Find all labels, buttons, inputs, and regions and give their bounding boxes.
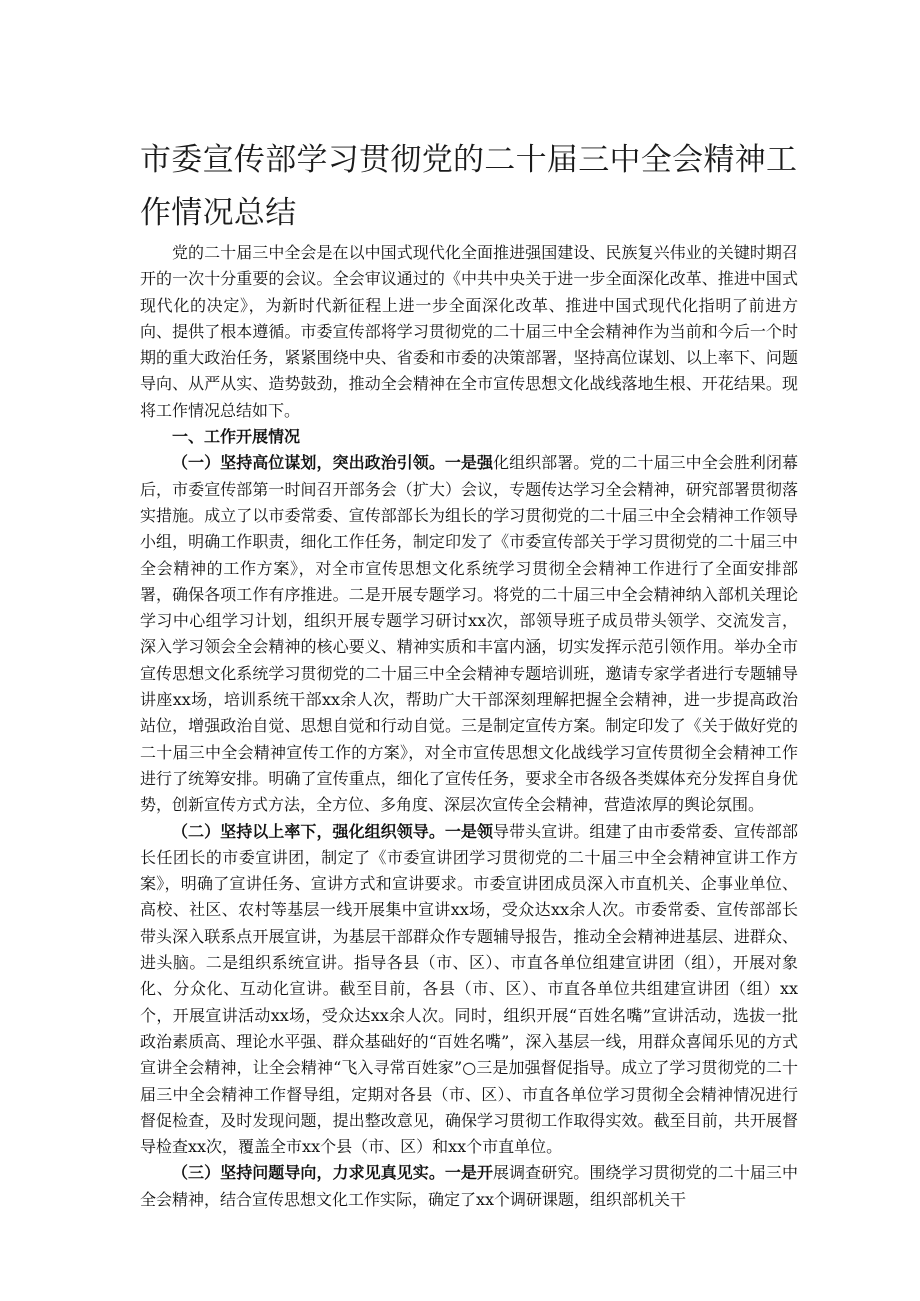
subsection-2-text: 导带头宣讲。组建了由市委常委、宣传部部长任团长的市委宣讲团，制定了《市委宣讲团学习贯彻党的二十届三中全会精神宣讲工作方案》，明确了宣讲任务、宣讲方式和宣讲要求。市委宣讲团成员深入市直机关、企事业单位、高校、社区、农村等基层一线开展集中宣讲xx场，受众达xx余人次。市委常委、宣传部部长带头深入联系点开展宣讲，为基层干部群众作专题辅导报告，推动全会精神进基层、进群众、进头脑。二是组织系统宣讲。指导各县（市、区）、市直各单位组建宣讲团（组），开展对象化、分众化、互动化宣讲。截至目前，各县（市、区）、市直各单位共组建宣讲团（组）xx个，开展宣讲活动xx场，受众达xx余人次。同时，组织开展“百姓名嘴”宣讲活动，选拔一批政治素质高、理论水平强、群众基础好的“百姓名嘴”，深入基层一线，用群众喜闻乐见的方式宣讲全会精神，让全会精神“飞入寻常百姓家”○三是加强督促指导。成立了学习贯彻党的二十届三中全会精神工作督导组，定期对各县（市、区）、市直各单位学习贯彻全会精神情况进行督促检查，及时发现问题，提出整改意见，确保学习贯彻工作取得实效。截至目前，共开展督导检查xx次，覆盖全市xx个县（市、区）和xx个市直单位。 <box>140 821 798 1157</box>
document-title: 市委宣传部学习贯彻党的二十届三中全会精神工作情况总结 <box>140 142 798 231</box>
section-heading-work-progress: 一、工作开展情况 <box>172 427 301 447</box>
subsection-1-lead: （一）坚持高位谋划，突出政治引领。一是强 <box>172 453 494 473</box>
subsection-2-paragraph <box>140 819 798 1161</box>
subsection-1-text: 化组织部署。党的二十届三中全会胜利闭幕后，市委宣传部第一时间召开部务会（扩大）会议，专题传达学习全会精神，研究部署贯彻落实措施。成立了以市委常委、宣传部部长为组长的学习贯彻党的二十届三中全会精神工作领导小组，明确工作职责，细化工作任务，制定印发了《市委宣传部关于学习贯彻党的二十届三中全会精神的工作方案》，对全市宣传思想文化系统学习贯彻全会精神工作进行了全面安排部署，确保各项工作有序推进。二是开展专题学习。将党的二十届三中全会精神纳入部机关理论学习中心组学习计划，组织开展专题学习研讨xx次，部领导班子成员带头领学、交流发言，深入学习领会全会精神的核心要义、精神实质和丰富内涵，切实发挥示范引领作用。举办全市宣传思想文化系统学习贯彻党的二十届三中全会精神专题培训班，邀请专家学者进行专题辅导讲座xx场，培训系统干部xx余人次，帮助广大干部深刻理解把握全会精神，进一步提高政治站位，增强政治自觉、思想自觉和行动自觉。三是制定宣传方案。制定印发了《关于做好党的二十届三中全会精神宣传工作的方案》，对全市宣传思想文化战线学习宣传贯彻全会精神工作进行了统筹安排。明确了宣传重点，细化了宣传任务，要求全市各级各类媒体充分发挥自身优势，创新宣传方式方法，全方位、多角度、深层次宣传全会精神，营造浓厚的舆论氛围。 <box>140 453 798 815</box>
subsection-3-text: 展调查研究。围绕学习贯彻党的二十届三中全会精神，结合宣传思想文化工作实际，确定了xx个调研课题，组织部机关干 <box>140 1163 798 1209</box>
subsection-3-paragraph <box>140 1160 798 1213</box>
document-body <box>140 240 798 1213</box>
subsection-2-lead: （二）坚持以上率下，强化组织领导。一是领 <box>172 821 494 841</box>
subsection-1-paragraph <box>140 450 798 818</box>
intro-paragraph: 党的二十届三中全会是在以中国式现代化全面推进强国建设、民族复兴伟业的关键时期召开的一次十分重要的会议。全会审议通过的《中共中央关于进一步全面深化改革、推进中国式现代化的决定》，为新时代新征程上进一步全面深化改革、推进中国式现代化指明了前进方向、提供了根本遵循。市委宣传部将学习贯彻党的二十届三中全会精神作为当前和今后一个时期的重大政治任务，紧紧围绕中央、省委和市委的决策部署，坚持高位谋划、以上率下、问题导向、从严从实、造势鼓劲，推动全会精神在全市宣传思想文化战线落地生根、开花结果。现将工作情况总结如下。 <box>140 243 798 420</box>
subsection-3-lead: （三）坚持问题导向，力求见真见实。一是开 <box>172 1163 494 1183</box>
